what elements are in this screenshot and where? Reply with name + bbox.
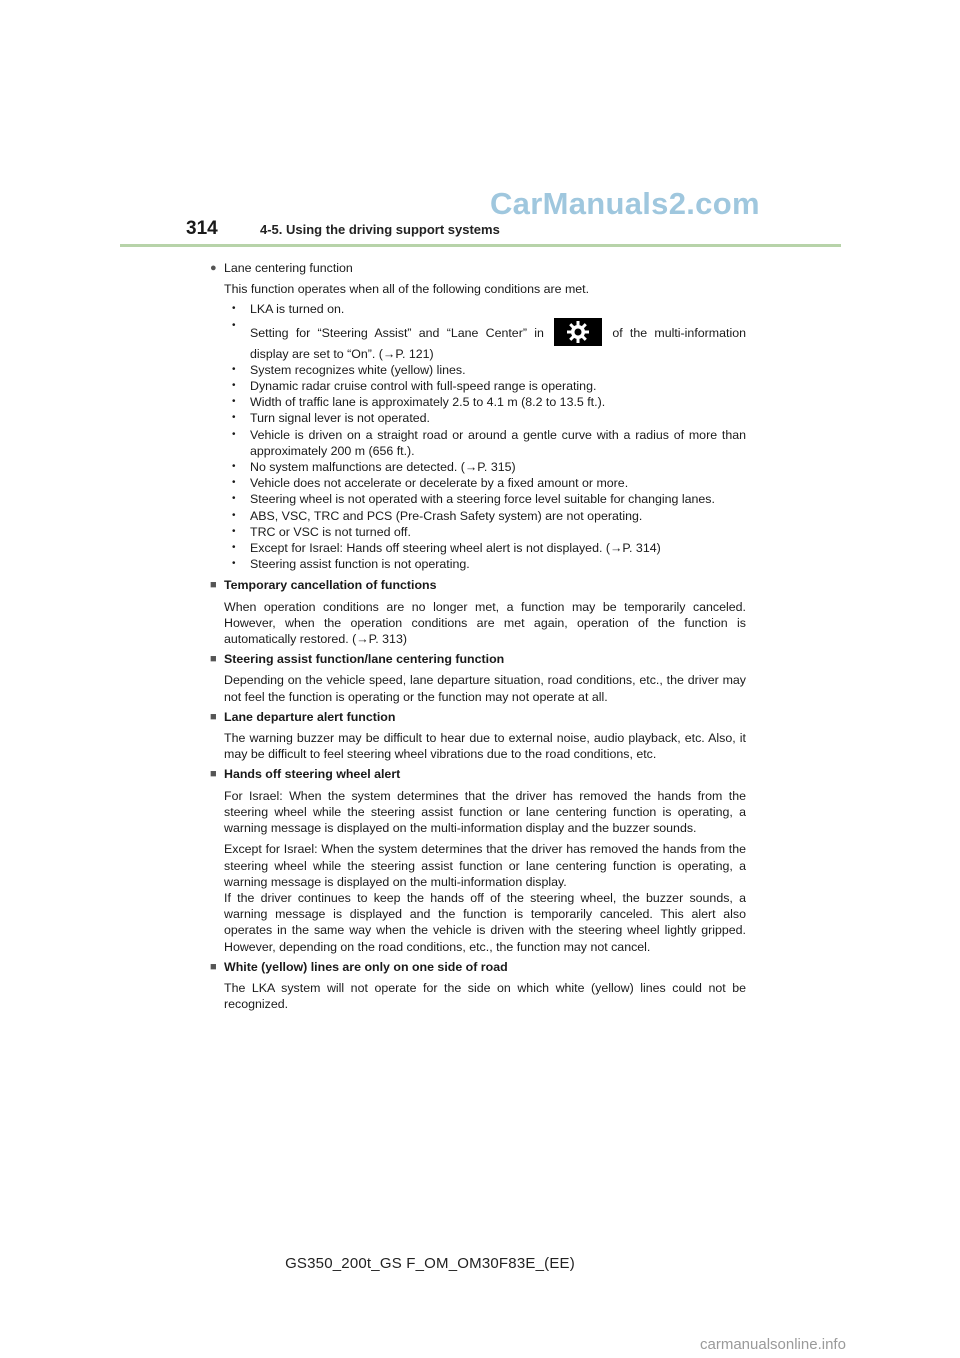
paragraph: If the driver continues to keep the hands off of the steering wheel, the buzzer sounds, a warning message is displayed and the function is temporarily canceled. This alert also operates in the same way when the vehicle is driven with the steering wheel lightly gripped. However, depending on the road conditions, etc., the function may not cancel.	[224, 890, 746, 954]
lane-departure-alert-heading	[208, 709, 746, 725]
square-bullet-icon: ■	[210, 710, 217, 723]
page-number: 314	[186, 218, 218, 239]
page-content	[208, 256, 746, 1012]
list-item: • LKA is turned on.	[224, 301, 746, 317]
list-item-malfunctions	[224, 459, 746, 475]
lane-centering-intro: This function operates when all of the following conditions are met.	[224, 282, 590, 297]
list-item-text: No system malfunctions are detected.	[250, 460, 458, 475]
paragraph: When operation conditions are no longer met, a function may be temporarily canceled. However, when the operation conditions are met again, operation of the function is automatically restored. (→P. 313)	[224, 599, 746, 647]
list-item-settings	[224, 318, 746, 362]
section-title: 4-5. Using the driving support systems	[260, 222, 500, 237]
steering-assist-heading	[208, 651, 746, 667]
page-reference[interactable]: (→P. 315)	[460, 460, 516, 475]
page-reference[interactable]: (→P. 314)	[605, 541, 661, 556]
heading-text: Hands off steering wheel alert	[224, 767, 401, 782]
hands-off-alert-heading	[208, 766, 746, 782]
paragraph: The warning buzzer may be difficult to hear due to external noise, audio playback, etc. Also, it may be difficult to feel steering wheel vibrations due to the road conditions, etc.	[224, 731, 746, 762]
heading-text: Steering assist function/lane centering function	[224, 652, 505, 667]
list-item: • Dynamic radar cruise control with full-speed range is operating.	[224, 378, 746, 394]
list-item: • System recognizes white (yellow) lines.	[224, 362, 746, 378]
list-item: • Vehicle does not accelerate or decelerate by a fixed amount or more.	[224, 475, 746, 491]
conditions-list	[208, 301, 746, 572]
paragraph: For Israel: When the system determines that the driver has removed the hands from the steering wheel while the steering assist function or lane centering function is operating, a warning message is displayed on the multi-information display and the buzzer sounds.	[224, 788, 746, 836]
watermark-bottom: carmanualsonline.info	[700, 1336, 846, 1353]
heading-text: Lane centering function	[224, 261, 353, 275]
list-item: • Steering wheel is not operated with a steering force level suitable for changing lanes.	[224, 491, 746, 507]
heading-text: White (yellow) lines are only on one side of road	[224, 959, 508, 974]
list-item: • Width of traffic lane is approximately 2.5 to 4.1 m (8.2 to 13.5 ft.).	[224, 394, 746, 410]
paragraph: Depending on the vehicle speed, lane departure situation, road conditions, etc., the driver may not feel the function is operating or the function may not operate at all.	[224, 673, 746, 704]
list-item-hands-off	[224, 540, 746, 556]
heading-text: Temporary cancellation of functions	[224, 578, 437, 593]
list-item: • TRC or VSC is not turned off.	[224, 524, 746, 540]
list-item: • ABS, VSC, TRC and PCS (Pre-Crash Safety system) are not operating.	[224, 508, 746, 524]
list-item: • Steering assist function is not operating.	[224, 556, 746, 572]
settings-text-before: Setting for “Steering Assist” and “Lane Center” in	[250, 325, 544, 340]
lane-centering-heading	[208, 260, 746, 276]
footer-document-code: GS350_200t_GS F_OM_OM30F83E_(EE)	[285, 1255, 575, 1272]
circle-bullet-icon: ●	[210, 262, 217, 274]
square-bullet-icon: ■	[210, 579, 217, 592]
gear-icon	[554, 318, 602, 346]
paragraph: Except for Israel: When the system determines that the driver has removed the hands from the steering wheel while the steering assist function or lane centering function is operating, a warning message is displayed on the multi-information display.	[224, 842, 746, 889]
heading-text: Lane departure alert function	[224, 709, 396, 724]
white-lines-heading	[208, 959, 746, 975]
list-item: • Vehicle is driven on a straight road or around a gentle curve with a radius of more than approximately 200 m (656 ft.).	[224, 427, 746, 459]
square-bullet-icon: ■	[210, 653, 217, 666]
paragraph: The LKA system will not operate for the side on which white (yellow) lines could not be recognized.	[224, 980, 746, 1012]
square-bullet-icon: ■	[210, 768, 217, 781]
header-rule	[120, 244, 841, 247]
list-item: • Turn signal lever is not operated.	[224, 410, 746, 426]
watermark-top: CarManuals2.com	[490, 186, 760, 221]
temporary-cancellation-heading	[208, 577, 746, 593]
page-reference[interactable]: (→P. 121)	[378, 346, 434, 361]
settings-text-after: of the multi-information display are set to “On”.	[250, 325, 746, 361]
square-bullet-icon: ■	[210, 960, 217, 973]
list-item-text: Except for Israel: Hands off steering wheel alert is not displayed.	[250, 541, 603, 556]
